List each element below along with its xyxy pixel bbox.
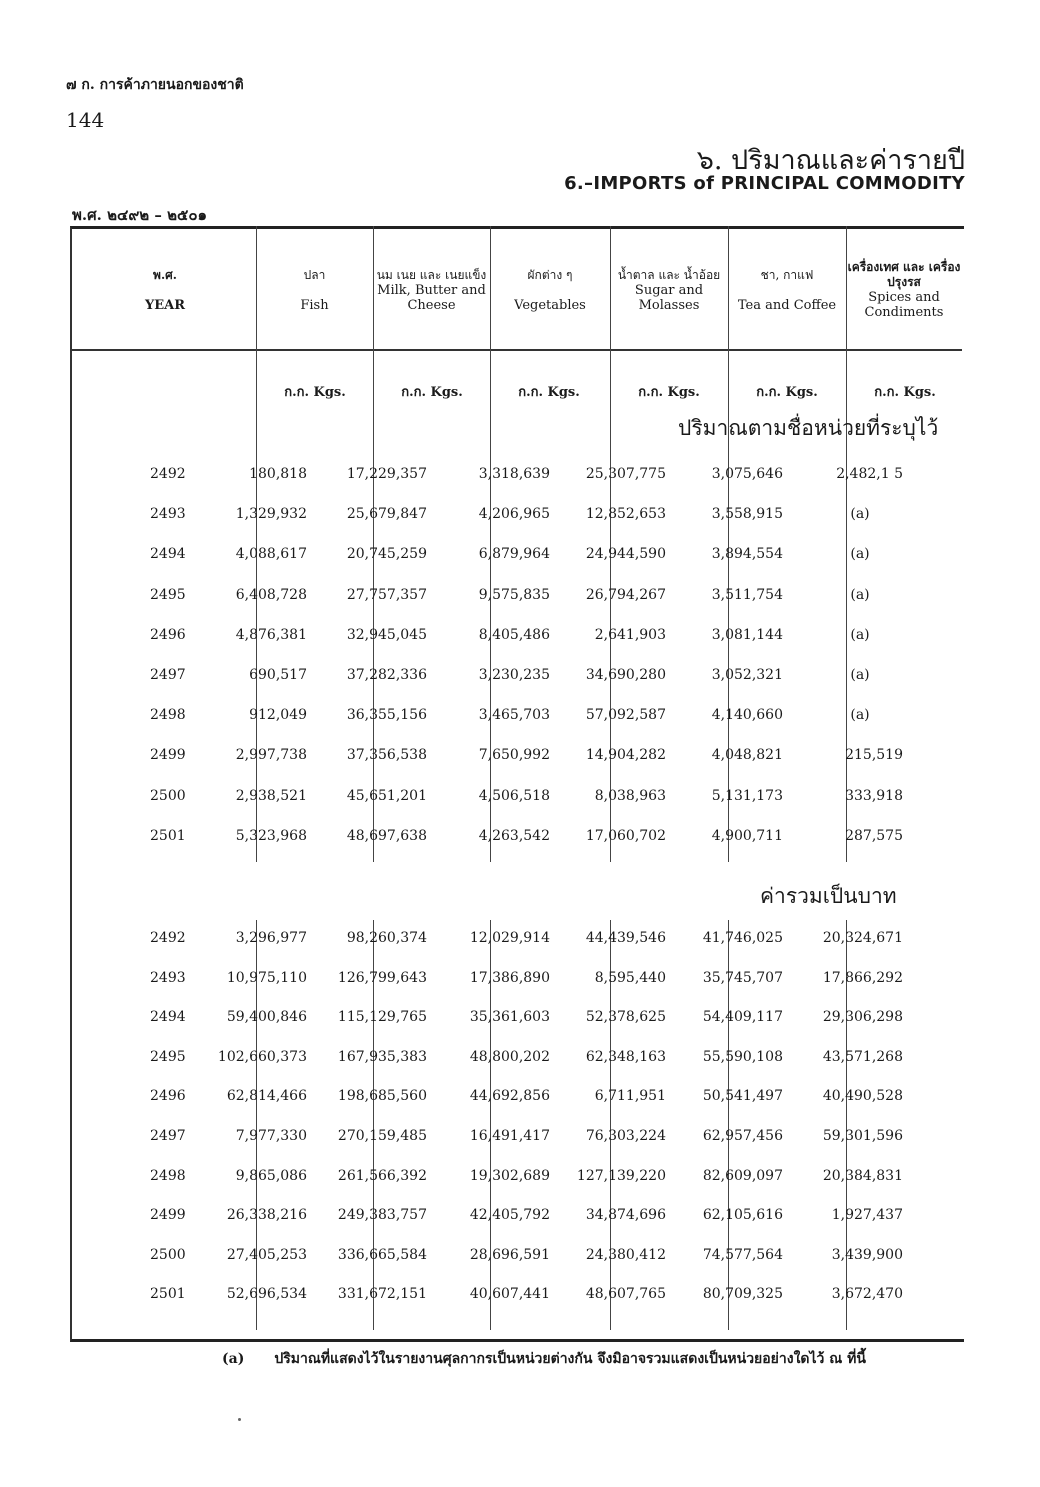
value-cell: 25,679,847 (346, 506, 427, 523)
year-cell: 2493 (150, 969, 186, 986)
header-divider (70, 349, 962, 351)
value-cell: 20,384,831 (822, 1167, 903, 1184)
column-header-tea-coffee: ชา, กาแฟ Tea and Coffee (737, 267, 837, 313)
year-cell: 2494 (150, 546, 186, 563)
unit-label: ก.ก. Kgs. (756, 385, 818, 400)
value-cell: 180,818 (249, 466, 307, 482)
table-row (70, 466, 962, 488)
value-cell: 331,672,151 (337, 1286, 427, 1303)
value-cell: 40,490,528 (822, 1088, 903, 1105)
value-cell: 25,307,775 (585, 466, 666, 482)
table-row (70, 1168, 962, 1190)
speck (238, 1418, 241, 1421)
value-cell: 270,159,485 (337, 1128, 427, 1144)
value-cell: 34,690,280 (585, 667, 666, 683)
value-cell: 4,206,965 (478, 506, 550, 523)
value-cell: 287,575 (845, 827, 903, 844)
value-cell: 4,088,617 (235, 546, 307, 563)
value-cell: 6,879,964 (478, 546, 550, 563)
value-cell: 82,609,097 (702, 1167, 783, 1184)
value-cell: (a) (850, 546, 870, 563)
year-cell: 2495 (150, 1048, 186, 1065)
value-cell: 4,506,518 (478, 787, 550, 804)
value-cell: 80,709,325 (702, 1286, 783, 1303)
value-cell: 3,439,900 (831, 1246, 903, 1263)
value-cell: (a) (850, 586, 870, 603)
year-cell: 2500 (150, 787, 186, 804)
value-cell: 3,296,977 (235, 930, 307, 946)
value-cell: 912,049 (249, 707, 307, 724)
value-cell: (a) (850, 667, 870, 683)
year-cell: 2493 (150, 506, 186, 523)
value-cell: 35,361,603 (469, 1009, 550, 1026)
value-cell: 48,697,638 (346, 827, 427, 844)
value-cell: 12,029,914 (469, 930, 550, 946)
value-cell: 690,517 (249, 667, 307, 683)
footnote-text: ปริมาณที่แสดงไว้ในรายงานศุลกากรเป็นหน่วยต่างกัน จึงมิอาจรวมแสดงเป็นหน่วยอย่างใดไว้ ณ ที่นี้ (274, 1351, 866, 1367)
value-cell: 24,380,412 (585, 1246, 666, 1263)
value-cell: 126,799,643 (337, 969, 427, 986)
column-header-milk: นม เนย และ เนยแข็ง Milk, Butter and Cheese (376, 267, 487, 313)
year-cell: 2499 (150, 1207, 186, 1224)
value-cell: 24,944,590 (585, 546, 666, 563)
value-cell: 17,866,292 (822, 969, 903, 986)
value-cell: 5,131,173 (711, 787, 783, 804)
value-cell: 249,383,757 (337, 1207, 427, 1224)
value-cell: 3,894,554 (711, 546, 783, 563)
value-cell: 2,938,521 (235, 787, 307, 804)
table-row (70, 627, 962, 649)
value-cell: 115,129,765 (337, 1009, 427, 1026)
table-row (70, 930, 962, 952)
column-header-sugar: น้ำตาล และ น้ำอ้อย Sugar and Molasses (617, 267, 721, 313)
value-cell: 44,692,856 (469, 1088, 550, 1105)
unit-label: ก.ก. Kgs. (638, 385, 700, 400)
year-cell: 2492 (150, 466, 186, 482)
value-cell: 2,482,1 5 (836, 466, 903, 482)
value-cell: 6,711,951 (594, 1088, 666, 1105)
column-header-fish: ปลา Fish (300, 267, 329, 313)
value-cell: 62,105,616 (702, 1207, 783, 1224)
value-cell: 62,814,466 (226, 1088, 307, 1105)
value-cell: 27,405,253 (226, 1246, 307, 1263)
value-cell: 3,075,646 (711, 466, 783, 482)
table-row (70, 1286, 962, 1308)
value-cell: 76,303,224 (585, 1128, 666, 1144)
year-cell: 2501 (150, 1286, 186, 1303)
value-cell: 6,408,728 (235, 586, 307, 603)
table-row (70, 1009, 962, 1031)
value-cell: 20,745,259 (346, 546, 427, 563)
value-cell: 34,874,696 (585, 1207, 666, 1224)
value-cell: 45,651,201 (346, 787, 427, 804)
value-cell: 3,672,470 (831, 1286, 903, 1303)
value-cell: 12,852,653 (585, 506, 666, 523)
value-cell: (a) (850, 506, 870, 523)
value-cell: 3,465,703 (478, 707, 550, 724)
title-thai: ๖. ปริมาณและค่ารายปี (696, 145, 965, 176)
value-cell: 98,260,374 (346, 930, 427, 946)
value-cell: 40,607,441 (469, 1286, 550, 1303)
year-cell: 2496 (150, 626, 186, 643)
value-cell: 59,301,596 (822, 1128, 903, 1144)
value-cell: 26,338,216 (226, 1207, 307, 1224)
value-cell: 1,329,932 (235, 506, 307, 523)
value-cell: 29,306,298 (822, 1009, 903, 1026)
title-english: 6.–IMPORTS of PRINCIPAL COMMODITY (564, 173, 965, 194)
column-header-year: พ.ศ. YEAR (144, 267, 186, 313)
value-cell: 9,865,086 (235, 1167, 307, 1184)
value-cell: 32,945,045 (346, 626, 427, 643)
value-cell: 3,318,639 (478, 466, 550, 482)
value-cell: 17,229,357 (346, 466, 427, 482)
column-header-vegetables: ผักต่าง ๆ Vegetables (514, 267, 586, 313)
value-cell: 3,511,754 (711, 586, 783, 603)
value-cell: 3,081,144 (711, 626, 783, 643)
value-cell: 102,660,373 (217, 1048, 307, 1065)
value-cell: 35,745,707 (702, 969, 783, 986)
year-cell: 2497 (150, 1128, 186, 1144)
value-cell: 62,348,163 (585, 1048, 666, 1065)
value-cell: 20,324,671 (822, 930, 903, 946)
value-cell: 59,400,846 (226, 1009, 307, 1026)
value-cell: 19,302,689 (469, 1167, 550, 1184)
running-head: ๗ ก. การค้าภายนอกของชาติ (66, 77, 244, 93)
quantity-section-label: ปริมาณตามชื่อหน่วยที่ระบุไว้ (678, 416, 939, 440)
value-cell: 127,139,220 (576, 1167, 666, 1184)
table-row (70, 506, 962, 528)
value-cell: 7,650,992 (478, 747, 550, 764)
value-cell: 7,977,330 (235, 1128, 307, 1144)
table-row (70, 707, 962, 729)
value-cell: 8,038,963 (594, 787, 666, 804)
table-row (70, 1247, 962, 1269)
table-row (70, 1207, 962, 1229)
value-cell: 41,746,025 (702, 930, 783, 946)
value-cell: 167,935,383 (337, 1048, 427, 1065)
value-cell: 17,060,702 (585, 827, 666, 844)
value-cell: 48,607,765 (585, 1286, 666, 1303)
value-cell: 57,092,587 (585, 707, 666, 724)
value-cell: 8,595,440 (594, 969, 666, 986)
value-cell: 2,641,903 (594, 626, 666, 643)
value-cell: 43,571,268 (822, 1048, 903, 1065)
value-cell: 215,519 (845, 747, 903, 764)
table-row (70, 587, 962, 609)
value-cell: 14,904,282 (585, 747, 666, 764)
value-cell: 52,696,534 (226, 1286, 307, 1303)
table-row (70, 667, 962, 689)
year-cell: 2494 (150, 1009, 186, 1026)
year-cell: 2497 (150, 667, 186, 683)
year-cell: 2498 (150, 1167, 186, 1184)
value-cell: 37,282,336 (346, 667, 427, 683)
year-range: พ.ศ. ๒๔๙๒ – ๒๕๐๑ (72, 206, 208, 224)
value-cell: 3,052,321 (711, 667, 783, 683)
unit-label: ก.ก. Kgs. (874, 385, 936, 400)
value-cell: 50,541,497 (702, 1088, 783, 1105)
value-cell: 36,355,156 (346, 707, 427, 724)
value-cell: 4,140,660 (711, 707, 783, 724)
table-row (70, 788, 962, 810)
value-cell: 37,356,538 (346, 747, 427, 764)
value-cell: 1,927,437 (831, 1207, 903, 1224)
value-cell: 261,566,392 (337, 1167, 427, 1184)
year-cell: 2501 (150, 827, 186, 844)
footnote-mark: (a) (222, 1351, 245, 1367)
value-cell: 62,957,456 (702, 1128, 783, 1144)
value-cell: 336,665,584 (337, 1246, 427, 1263)
value-cell: 28,696,591 (469, 1246, 550, 1263)
column-header-spices: เครื่องเทศ และ เครื่องปรุงรส Spices and Condiments (847, 260, 961, 320)
footnote (222, 1348, 866, 1370)
value-cell: 54,409,117 (702, 1009, 783, 1026)
value-cell: 3,230,235 (478, 667, 550, 683)
value-cell: 26,794,267 (585, 586, 666, 603)
year-cell: 2495 (150, 586, 186, 603)
value-cell: 74,577,564 (702, 1246, 783, 1263)
table-row (70, 747, 962, 769)
value-cell: 5,323,968 (235, 827, 307, 844)
value-cell: 4,263,542 (478, 827, 550, 844)
value-cell: 52,378,625 (585, 1009, 666, 1026)
value-section-label: ค่ารวมเป็นบาท (760, 884, 897, 908)
value-cell: 9,575,835 (478, 586, 550, 603)
table-row (70, 1088, 962, 1110)
value-cell: (a) (850, 626, 870, 643)
unit-label: ก.ก. Kgs. (401, 385, 463, 400)
year-cell: 2499 (150, 747, 186, 764)
unit-label: ก.ก. Kgs. (284, 385, 346, 400)
year-cell: 2500 (150, 1246, 186, 1263)
value-cell: 4,876,381 (235, 626, 307, 643)
table-row (70, 970, 962, 992)
value-cell: 48,800,202 (469, 1048, 550, 1065)
value-cell: (a) (850, 707, 870, 724)
value-cell: 42,405,792 (469, 1207, 550, 1224)
unit-label: ก.ก. Kgs. (518, 385, 580, 400)
value-cell: 4,048,821 (711, 747, 783, 764)
value-cell: 3,558,915 (711, 506, 783, 523)
table-row (70, 1049, 962, 1071)
value-cell: 333,918 (845, 787, 903, 804)
value-cell: 10,975,110 (226, 969, 307, 986)
page-number: 144 (66, 108, 105, 132)
year-cell: 2492 (150, 930, 186, 946)
value-cell: 198,685,560 (337, 1088, 427, 1105)
value-cell: 2,997,738 (235, 747, 307, 764)
year-cell: 2496 (150, 1088, 186, 1105)
value-cell: 8,405,486 (478, 626, 550, 643)
table-row (70, 1128, 962, 1150)
table-row (70, 546, 962, 568)
value-cell: 27,757,357 (346, 586, 427, 603)
value-cell: 55,590,108 (702, 1048, 783, 1065)
value-cell: 17,386,890 (469, 969, 550, 986)
table-row (70, 828, 962, 850)
value-cell: 4,900,711 (711, 827, 783, 844)
value-cell: 44,439,546 (585, 930, 666, 946)
value-cell: 16,491,417 (469, 1128, 550, 1144)
year-cell: 2498 (150, 707, 186, 724)
